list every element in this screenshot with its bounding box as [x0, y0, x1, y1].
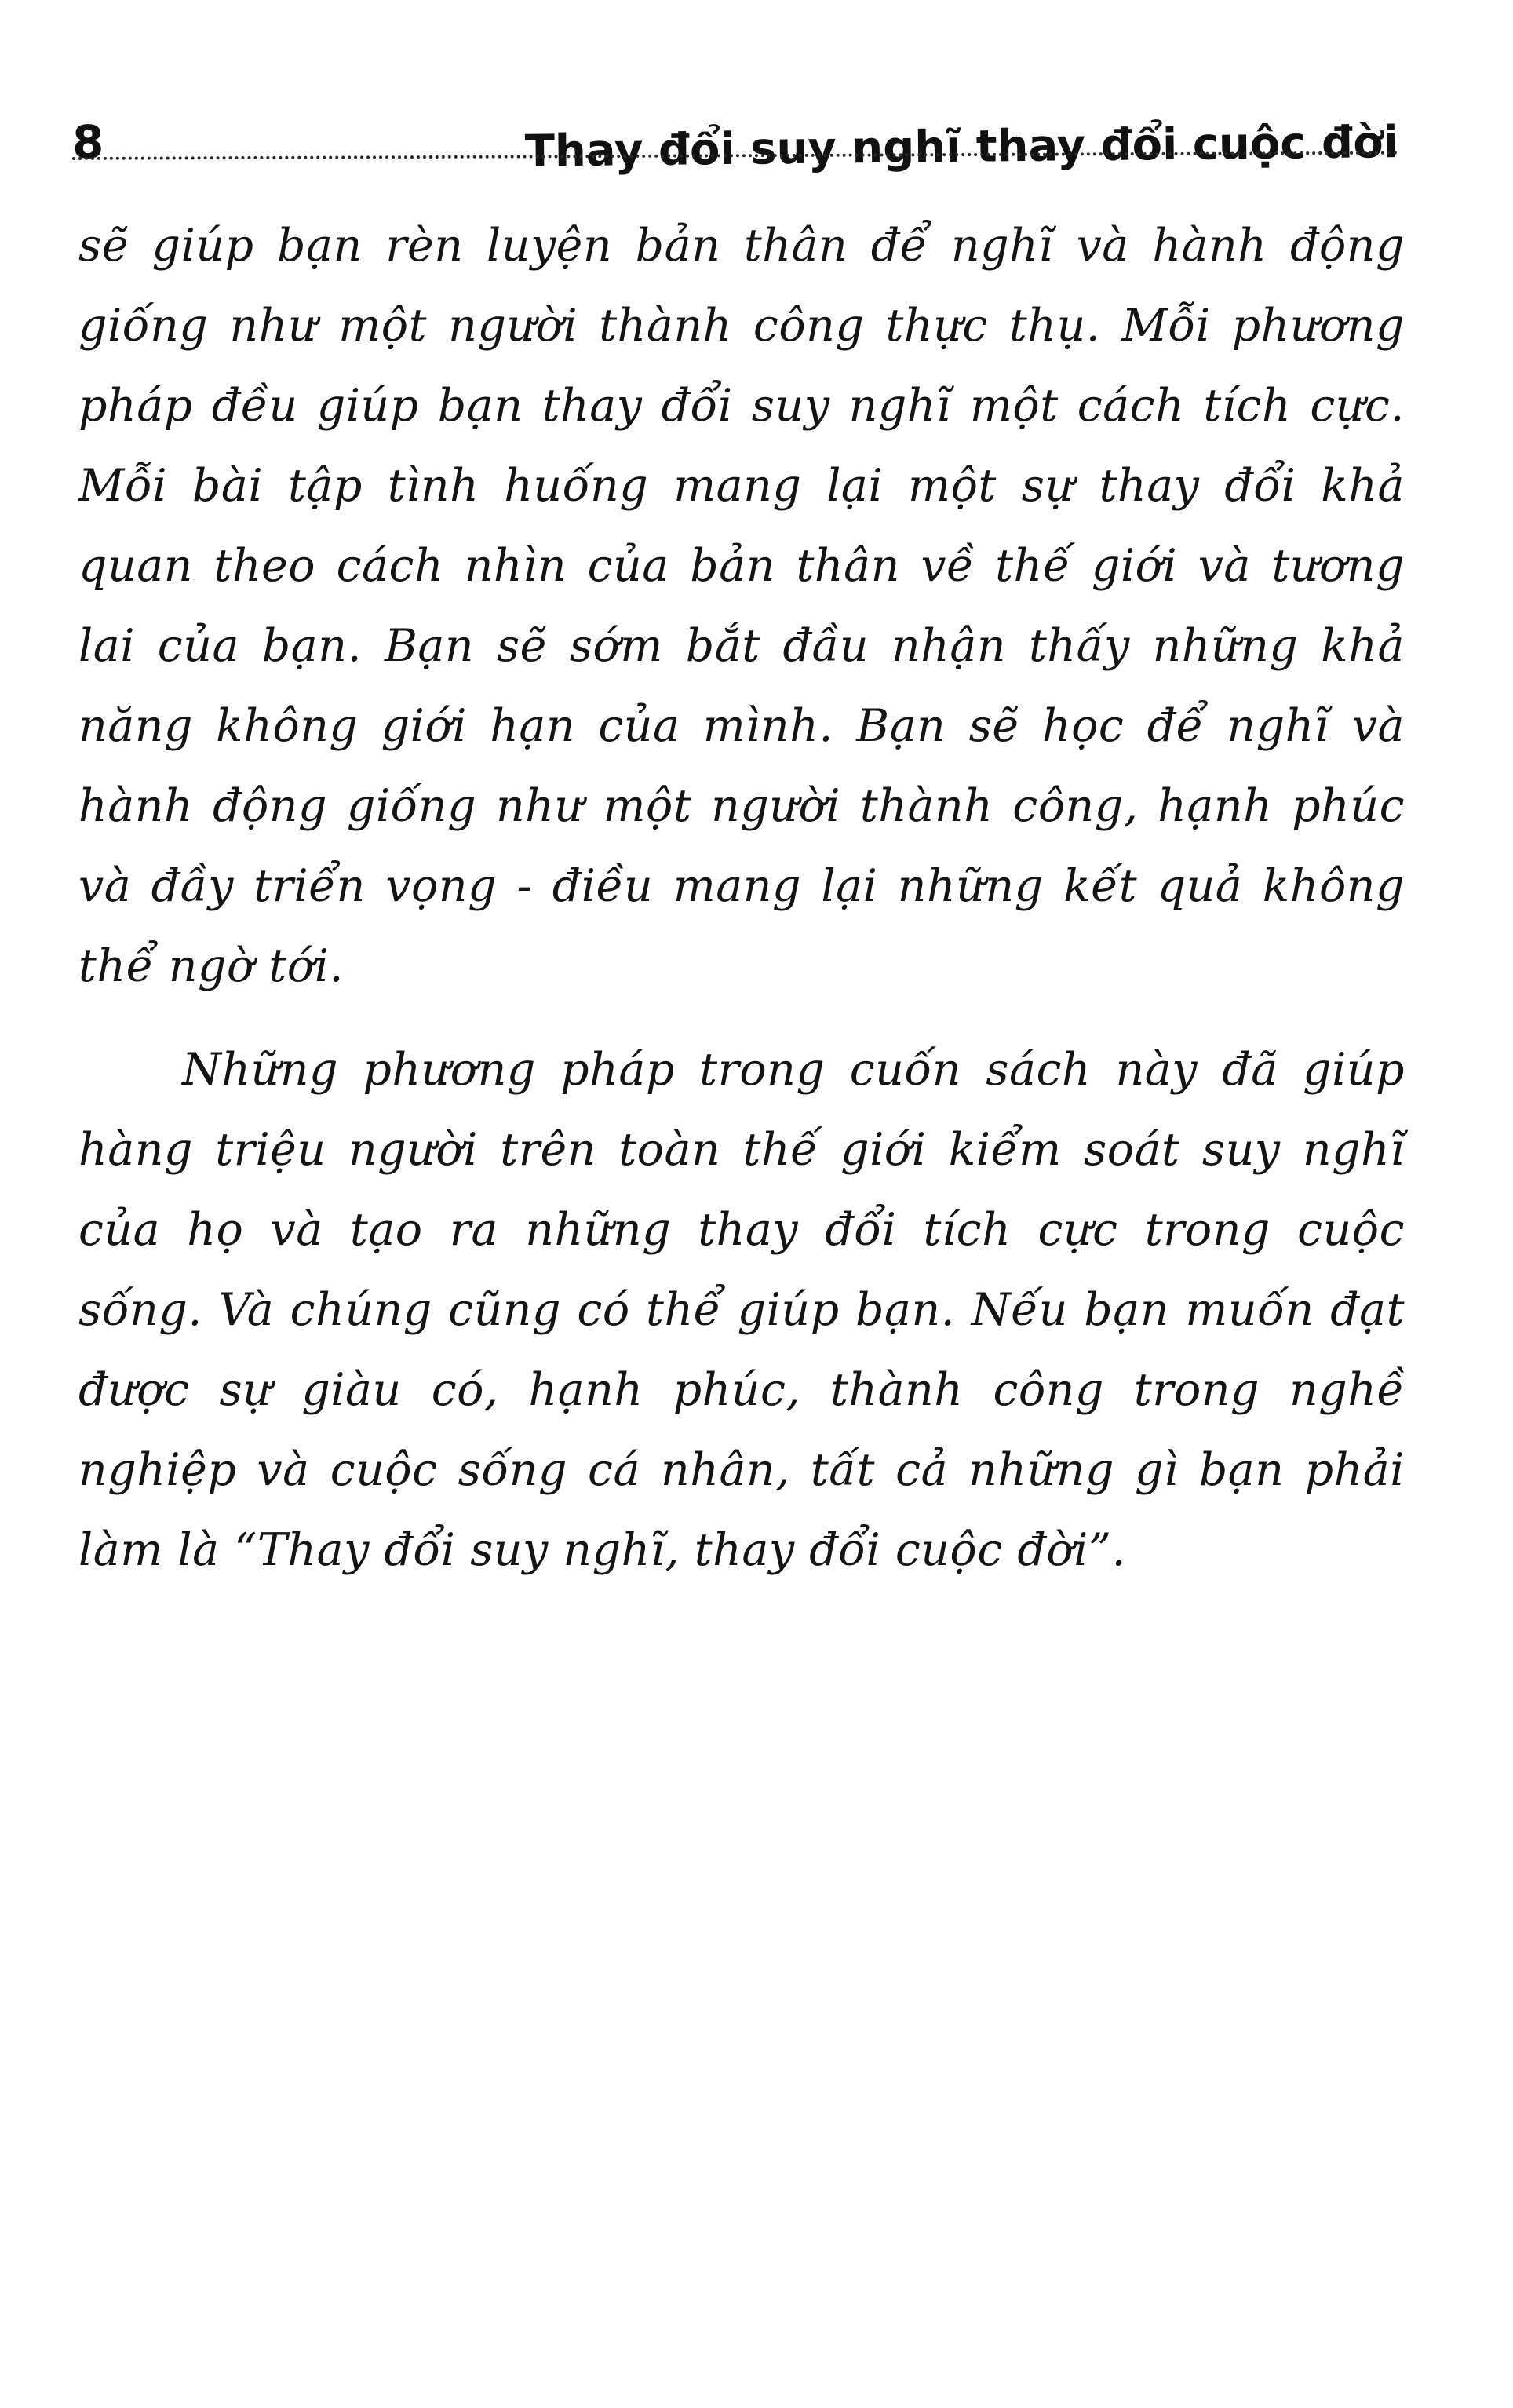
body-text	[78, 206, 1405, 1590]
paragraph-2: Những phương pháp trong cuốn sách này đã giúp hàng triệu người trên toàn thế giới kiểm soát suy nghĩ của họ và tạo ra những thay đổi tích cực trong cuộc sống. Và chúng cũng có thể giúp bạn. Nếu bạn muốn đạt được sự giàu có, hạnh phúc, thành công trong nghề nghiệp và cuộc sống cá nhân, tất cả những gì bạn phải làm là “Thay đổi suy nghĩ, thay đổi cuộc đời”.	[78, 1044, 1405, 1576]
running-header-title: Thay đổi suy nghĩ thay đổi cuộc đời	[524, 117, 1399, 177]
page-number: 8	[72, 115, 104, 169]
paragraph-1: sẽ giúp bạn rèn luyện bản thân để nghĩ và hành động giống như một người thành công thực thụ. Mỗi phương pháp đều giúp bạn thay đổi suy nghĩ một cách tích cực. Mỗi bài tập tình huống mang lại một sự thay đổi khả quan theo cách nhìn của bản thân về thế giới và tương lai của bạn. Bạn sẽ sớm bắt đầu nhận thấy những khả năng không giới hạn của mình. Bạn sẽ học để nghĩ và hành động giống như một người thành công, hạnh phúc và đầy triển vọng - điều mang lại những kết quả không thể ngờ tới.	[78, 220, 1405, 992]
